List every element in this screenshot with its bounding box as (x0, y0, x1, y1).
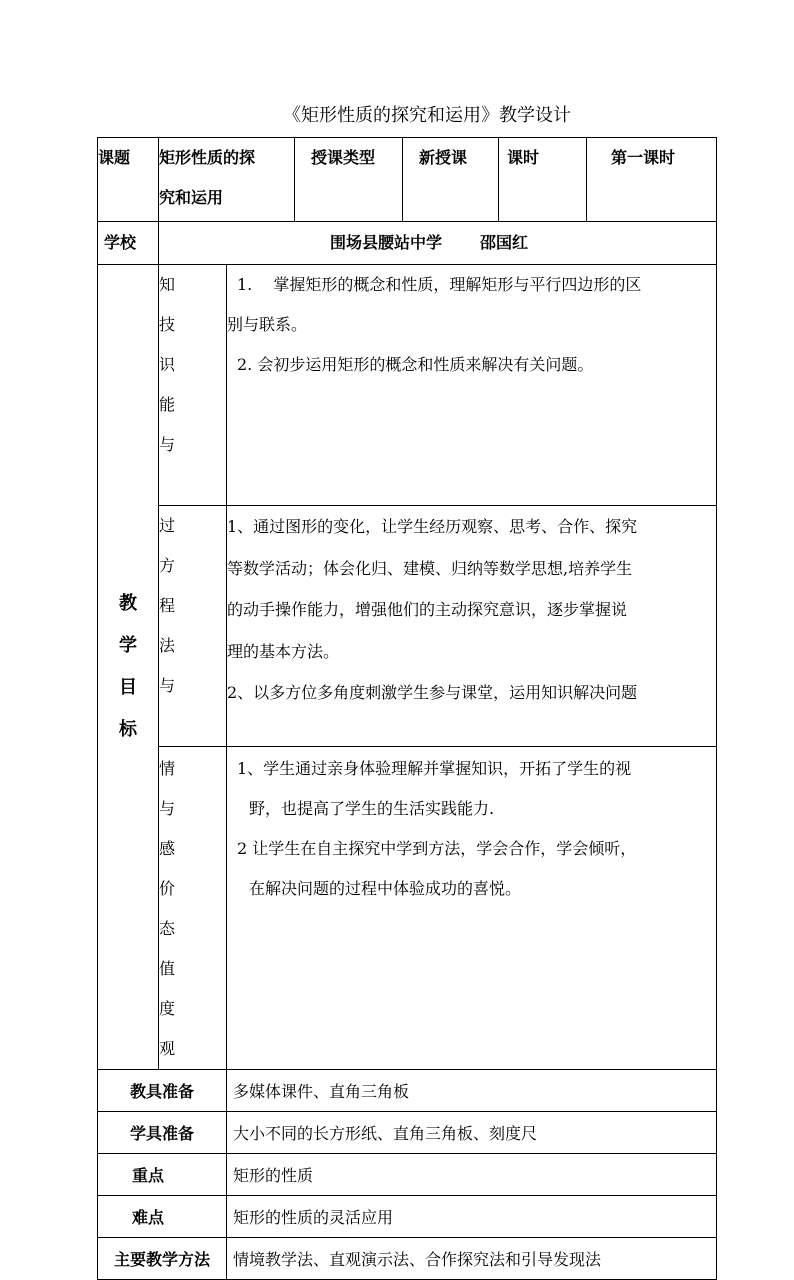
process-side-cell: 过方 程法 与 (159, 506, 227, 747)
teacher-name: 邵国红 (480, 233, 529, 252)
row-difficulty (98, 1196, 717, 1238)
school-label-cell: 学校 (98, 222, 159, 265)
topic-label-cell: 课题 (98, 138, 159, 222)
period-value-cell: 第一课时 (587, 138, 717, 222)
knowledge-content-cell (227, 265, 717, 506)
student-aids-label-cell: 学具准备 (98, 1112, 227, 1154)
knowledge-line-3: 2. 会初步运用矩形的概念和性质来解决有关问题。 (237, 355, 594, 374)
row-school (98, 222, 717, 265)
school-value-cell (159, 222, 717, 265)
student-aids-value-cell: 大小不同的长方形纸、直角三角板、刻度尺 (227, 1112, 717, 1154)
objectives-char-3: 目 (119, 677, 137, 698)
difficulty-label-cell: 难点 (98, 1196, 227, 1238)
row-key-point (98, 1154, 717, 1196)
row-teaching-methods (98, 1238, 717, 1280)
methods-value-cell: 情境教学法、直观演示法、合作探究法和引导发现法 (227, 1238, 717, 1280)
process-line-4: 理的基本方法。 (227, 641, 340, 661)
topic-value-line-1: 矩形性质的探 (159, 148, 256, 167)
objectives-label-cell (98, 265, 159, 1070)
objectives-char-4: 标 (119, 719, 137, 740)
row-teaching-aids (98, 1070, 717, 1112)
process-line-3: 的动手操作能力，增强他们的主动探究意识，逐步掌握说 (227, 600, 628, 619)
knowledge-line-1: 1. 掌握矩形的概念和性质，理解矩形与平行四边形的区 (237, 275, 642, 294)
school-name: 围场县腰站中学 (330, 233, 443, 252)
topic-value-line-2: 究和运用 (159, 188, 224, 207)
emotion-line-4: 在解决问题的过程中体验成功的喜悦。 (249, 879, 522, 898)
key-point-value-cell: 矩形的性质 (227, 1154, 717, 1196)
row-process (98, 506, 717, 747)
process-line-2: 等数学活动；体会化归、建模、归纳等数学思想,培养学生 (227, 558, 633, 578)
type-value-cell: 新授课 (403, 138, 499, 222)
emotion-content-cell (227, 747, 717, 1070)
methods-label-cell: 主要教学方法 (98, 1238, 227, 1280)
emotion-line-2: 野，也提高了学生的生活实践能力. (249, 799, 495, 818)
objectives-char-1: 教 (119, 593, 137, 614)
teaching-aids-label-cell: 教具准备 (98, 1070, 227, 1112)
document-title: 《矩形性质的探究和运用》教学设计 (283, 105, 571, 126)
process-content-cell (227, 506, 717, 747)
row-emotion (98, 747, 717, 1070)
row-student-aids (98, 1112, 717, 1154)
emotion-line-3: 2 让学生在自主探究中学到方法，学会合作，学会倾听， (237, 839, 637, 858)
process-line-1: 1、通过图形的变化，让学生经历观察、思考、合作、探究 (227, 517, 638, 536)
difficulty-value-cell: 矩形的性质的灵活应用 (227, 1196, 717, 1238)
teaching-aids-value-cell: 多媒体课件、直角三角板 (227, 1070, 717, 1112)
knowledge-line-2: 别与联系。 (227, 315, 308, 334)
objectives-char-2: 学 (119, 635, 137, 656)
period-label-cell: 课时 (499, 138, 587, 222)
emotion-side-cell: 情与 感价 态值 度观 (159, 747, 227, 1070)
topic-value-cell (159, 138, 295, 222)
process-line-5: 2、以多方位多角度刺激学生参与课堂，运用知识解决问题 (227, 683, 638, 702)
emotion-line-1: 1、学生通过亲身体验理解并掌握知识，开拓了学生的视 (237, 759, 632, 778)
knowledge-side-cell: 知技 识能 与 (159, 265, 227, 506)
row-knowledge (98, 265, 717, 506)
lesson-plan-table (97, 137, 717, 1280)
key-point-label-cell: 重点 (98, 1154, 227, 1196)
type-label-cell: 授课类型 (295, 138, 403, 222)
row-topic (98, 138, 717, 222)
